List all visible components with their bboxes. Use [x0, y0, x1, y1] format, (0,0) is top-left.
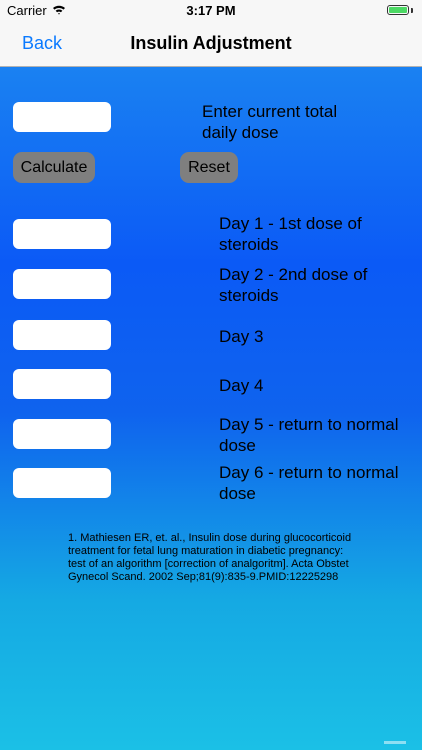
clock: 3:17 PM: [186, 3, 236, 18]
day-5-input[interactable]: [13, 419, 111, 449]
battery-tip: [411, 8, 413, 13]
day-2-input[interactable]: [13, 269, 111, 299]
calculate-button[interactable]: Calculate: [13, 152, 95, 183]
navigation-bar: [0, 22, 422, 67]
reference-citation: 1. Mathiesen ER, et. al., Insulin dose during glucocorticoid treatment for fetal lung maturation in diabetic pregnancy: test of an algorithm [correction of analgoritm]. Acta Obstet Gynecol Scand. 2002 Sep;81(9):835-9.PMID:12225298: [68, 532, 352, 583]
day-1-label: Day 1 - 1st dose of steroids: [219, 214, 362, 254]
battery-icon: [387, 5, 409, 15]
carrier-label: Carrier: [7, 3, 47, 18]
total-dose-label: Enter current total daily dose: [202, 102, 338, 142]
back-button[interactable]: Back: [22, 33, 63, 53]
day-4-input[interactable]: [13, 369, 111, 399]
day-4-label: Day 4: [219, 376, 264, 395]
total-dose-input[interactable]: [13, 102, 111, 132]
bottom-edge-marker: [384, 741, 406, 744]
day-2-label: Day 2 - 2nd dose of steroids: [219, 265, 368, 305]
day-3-label: Day 3: [219, 327, 264, 346]
status-bar: [0, 0, 422, 22]
day-5-label: Day 5 - return to normal dose: [219, 415, 399, 455]
day-3-input[interactable]: [13, 320, 111, 350]
reset-button[interactable]: Reset: [180, 152, 238, 183]
day-6-label: Day 6 - return to normal dose: [219, 463, 399, 503]
day-1-input[interactable]: [13, 219, 111, 249]
page-title: Insulin Adjustment: [130, 33, 292, 53]
day-6-input[interactable]: [13, 468, 111, 498]
